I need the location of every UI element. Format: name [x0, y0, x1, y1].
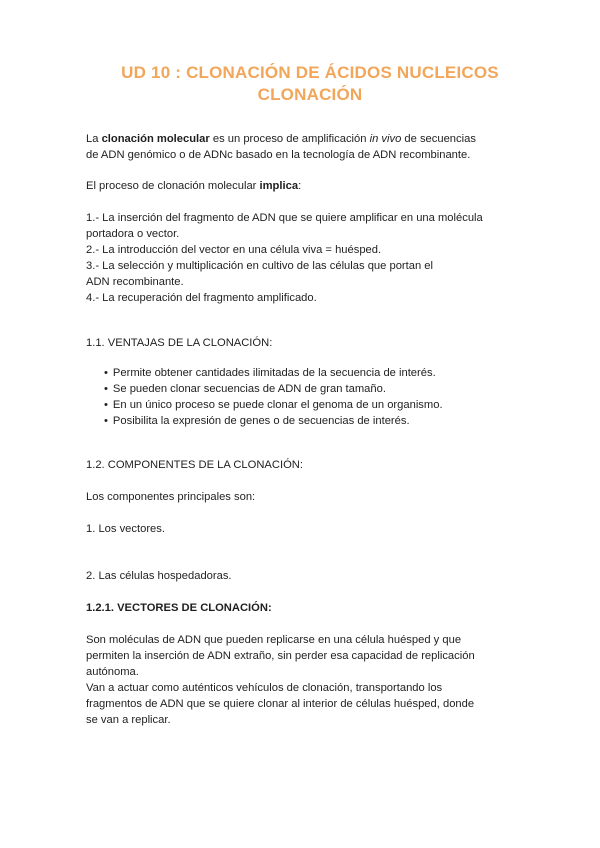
- implica-colon: :: [298, 180, 302, 192]
- vectores-line: se van a replicar.: [86, 714, 171, 726]
- step-line: 3.- La selección y multiplicación en cultivo de las células que portan el: [86, 260, 434, 272]
- section-1-1-heading: 1.1. VENTAJAS DE LA CLONACIÓN:: [86, 337, 273, 349]
- ventaja-item: • En un único proceso se puede clonar el genoma de un organismo.: [104, 397, 443, 413]
- step-line: portadora o vector.: [86, 228, 180, 240]
- componente-celulas: 2. Las células hospedadoras.: [86, 570, 232, 582]
- steps-list: [86, 210, 483, 306]
- step-line: 4.- La recuperación del fragmento amplificado.: [86, 292, 317, 304]
- vectores-line: Son moléculas de ADN que pueden replicarse en una célula huésped y que: [86, 634, 462, 646]
- term-implica: implica: [259, 180, 299, 192]
- title-line-1: UD 10 : CLONACIÓN DE ÁCIDOS NUCLEICOS: [121, 63, 499, 82]
- intro-line-2: de ADN genómico o de ADNc basado en la tecnología de ADN recombinante.: [86, 149, 471, 161]
- implica-text: El proceso de clonación molecular: [86, 180, 260, 192]
- ventaja-item: • Posibilita la expresión de genes o de secuencias de interés.: [104, 413, 443, 429]
- title-line-2: CLONACIÓN: [257, 85, 363, 104]
- intro-text: La: [86, 133, 102, 145]
- term-clonacion-molecular: clonación molecular: [101, 133, 210, 145]
- step-line: 1.- La inserción del fragmento de ADN que se quiere amplificar en una molécula: [86, 212, 483, 224]
- intro-line-1: [86, 131, 476, 147]
- term-in-vivo: in vivo: [369, 133, 402, 145]
- page-title: [60, 62, 560, 106]
- intro-paragraph: [86, 131, 476, 163]
- ventaja-item: • Permite obtener cantidades ilimitadas de la secuencia de interés.: [104, 365, 443, 381]
- componente-vectores: 1. Los vectores.: [86, 523, 165, 535]
- componentes-intro: Los componentes principales son:: [86, 491, 256, 503]
- ventaja-item: • Se pueden clonar secuencias de ADN de gran tamaño.: [104, 381, 443, 397]
- step-line: ADN recombinante.: [86, 276, 184, 288]
- section-1-2-heading: 1.2. COMPONENTES DE LA CLONACIÓN:: [86, 459, 303, 471]
- vectores-paragraph: [86, 632, 475, 728]
- section-1-2-1-heading: [86, 600, 272, 616]
- vectores-line: permiten la inserción de ADN extraño, sin perder esa capacidad de replicación: [86, 650, 475, 662]
- step-line: 2.- La introducción del vector en una célula viva = huésped.: [86, 244, 382, 256]
- vectores-line: Van a actuar como auténticos vehículos de clonación, transportando los: [86, 682, 443, 694]
- ventajas-list: [104, 365, 443, 429]
- intro-text: es un proceso de amplificación: [209, 133, 370, 145]
- vectores-line: autónoma.: [86, 666, 139, 678]
- section-1-2-1-heading-text: 1.2.1. VECTORES DE CLONACIÓN:: [86, 602, 272, 614]
- intro-text: de secuencias: [401, 133, 476, 145]
- vectores-line: fragmentos de ADN que se quiere clonar al interior de células huésped, donde: [86, 698, 475, 710]
- implica-paragraph: [86, 178, 301, 194]
